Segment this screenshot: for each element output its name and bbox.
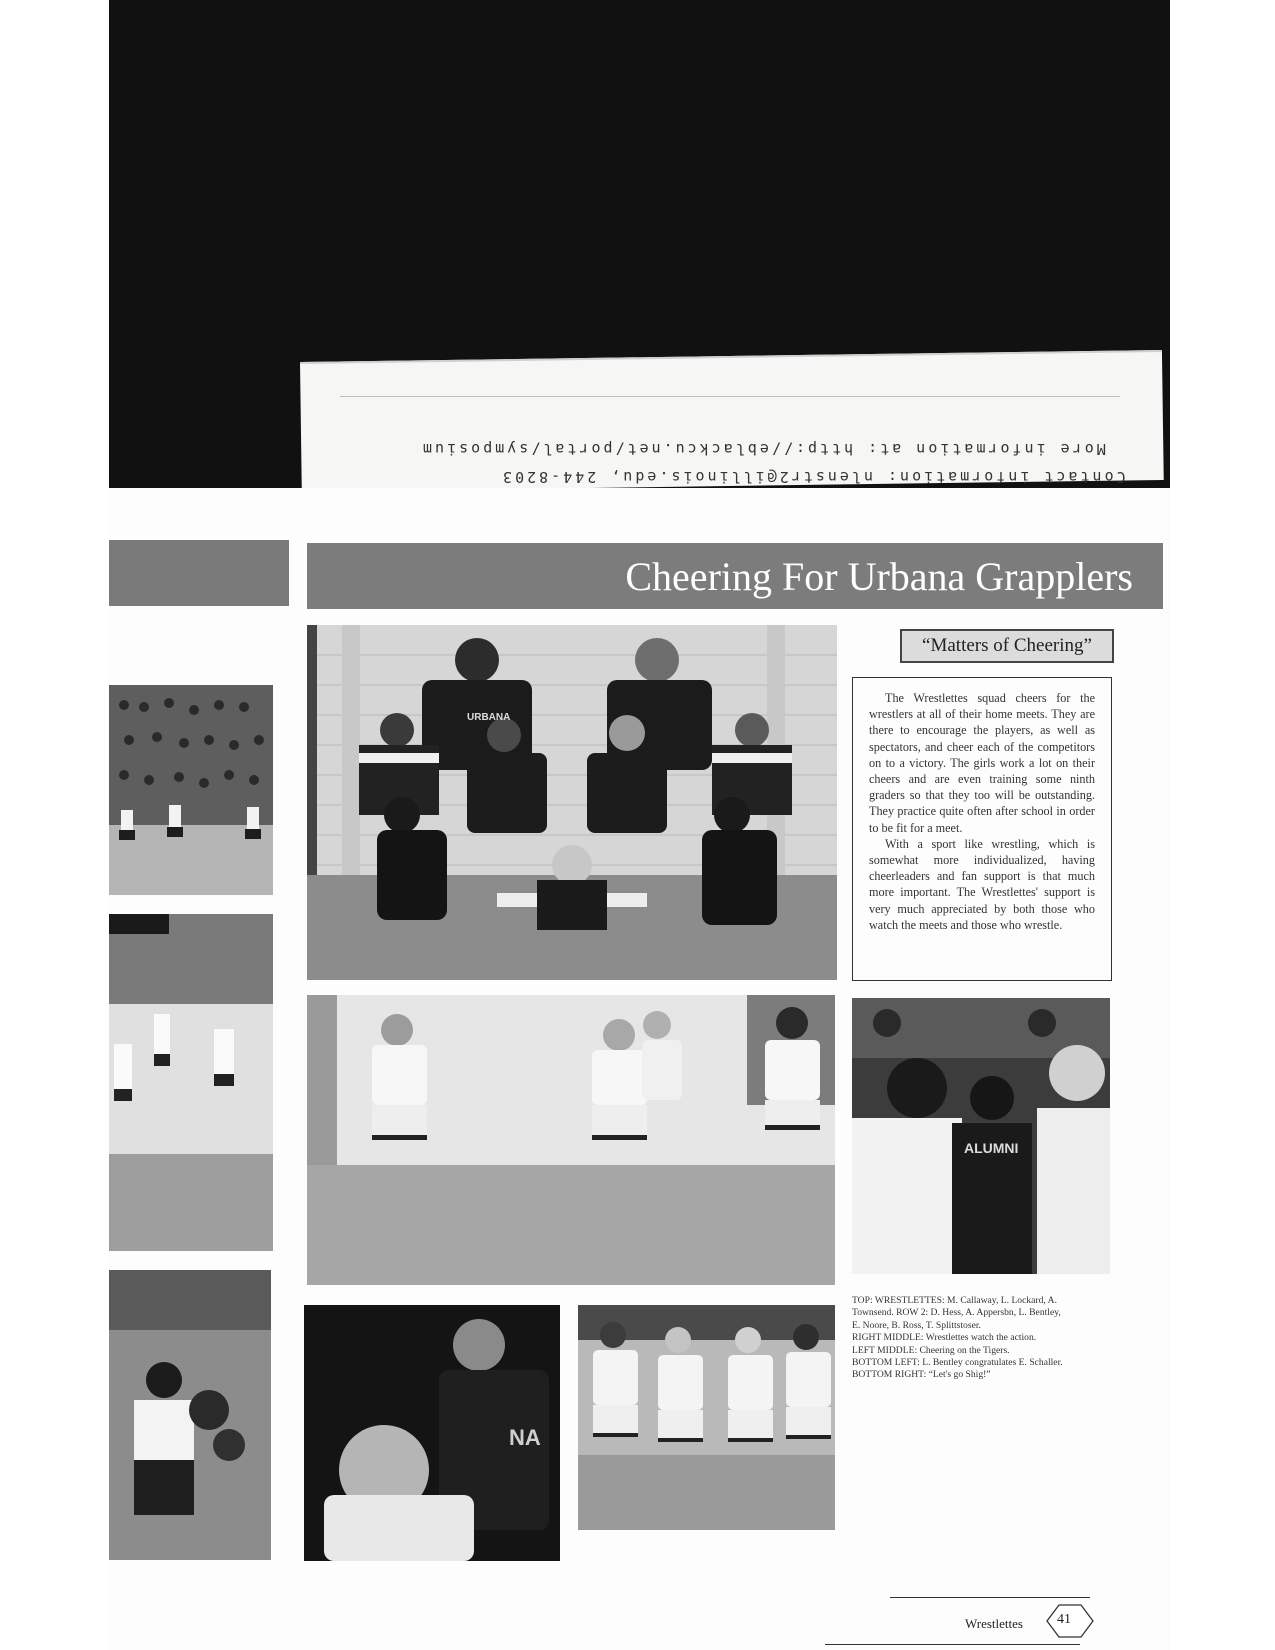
photo-left-middle-cheering <box>307 995 835 1285</box>
jacket-text: NA <box>509 1425 541 1450</box>
sweater-text: URBANA <box>467 712 511 723</box>
photo-captions <box>852 1295 1122 1382</box>
photo-top-wrestlettes-group <box>307 625 837 980</box>
caption-line: LEFT MIDDLE: Cheering on the Tigers. <box>852 1344 1010 1356</box>
left-photo-bleachers <box>109 685 273 895</box>
left-photo-gym-cheer <box>109 914 273 1251</box>
right-margin <box>1170 0 1275 1650</box>
photo-bottom-right-lets-go-shig <box>578 1305 835 1530</box>
caption-line: RIGHT MIDDLE: Wrestlettes watch the action. <box>852 1332 1037 1344</box>
subtitle-box <box>900 629 1114 663</box>
body-paragraph-2: With a sport like wrestling, which is somewhat more individualized, having cheerleaders and fan support is that much more important. The Wrestlettes' support is very much appreciated by both those who watch the meets and those who wrestle. <box>869 836 1095 932</box>
header-bar <box>307 543 1163 609</box>
body-paragraph-1: The Wrestlettes squad cheers for the wrestlers at all of their home meets. They are there to encourage the players, as well as spectators, and cheer each of the competitors on to a victory. The girls work a lot on their cheers and are even training some ninth graders so that they too will be outstanding. They practice quite often after school in order to be fit for a meet. <box>869 691 1095 835</box>
slip-divider <box>340 396 1120 397</box>
footer-rule-top <box>890 1597 1090 1598</box>
left-photo-cheerleader <box>109 1270 271 1560</box>
page-title: Cheering For Urbana Grapplers <box>625 553 1133 599</box>
caption-line: TOP: WRESTLETTES: M. Callaway, L. Lockard, A. <box>852 1295 1057 1306</box>
jersey-text: ALUMNI <box>964 1140 1019 1156</box>
slip-text-contact: Contact information: nlenstr2@illinois.edu, 244-8203 <box>500 468 1126 486</box>
caption-line: BOTTOM RIGHT: “Let's go Shig!” <box>852 1369 991 1381</box>
body-text-box <box>852 677 1112 981</box>
caption-line: Townsend. ROW 2: D. Hess, A. Appersbn, L. Bentley, <box>852 1307 1061 1319</box>
caption-line: E. Noore, B. Ross, T. Splittstoser. <box>852 1319 981 1331</box>
slip-text-more-info: More information at: http://eblackcu.net/portal/symposium <box>420 440 1106 458</box>
photo-bottom-left-congratulates <box>304 1305 560 1561</box>
page-number: 41 <box>1057 1612 1071 1627</box>
caption-line: BOTTOM LEFT: L. Bentley congratulates E. Schaller. <box>852 1357 1063 1369</box>
left-margin <box>0 0 109 1650</box>
photo-right-middle-watching <box>852 998 1110 1274</box>
footer-rule-bottom <box>825 1644 1080 1645</box>
footer-section-label: Wrestlettes <box>965 1616 1023 1631</box>
subtitle: “Matters of Cheering” <box>922 635 1092 656</box>
left-page-header-bar <box>109 540 289 606</box>
